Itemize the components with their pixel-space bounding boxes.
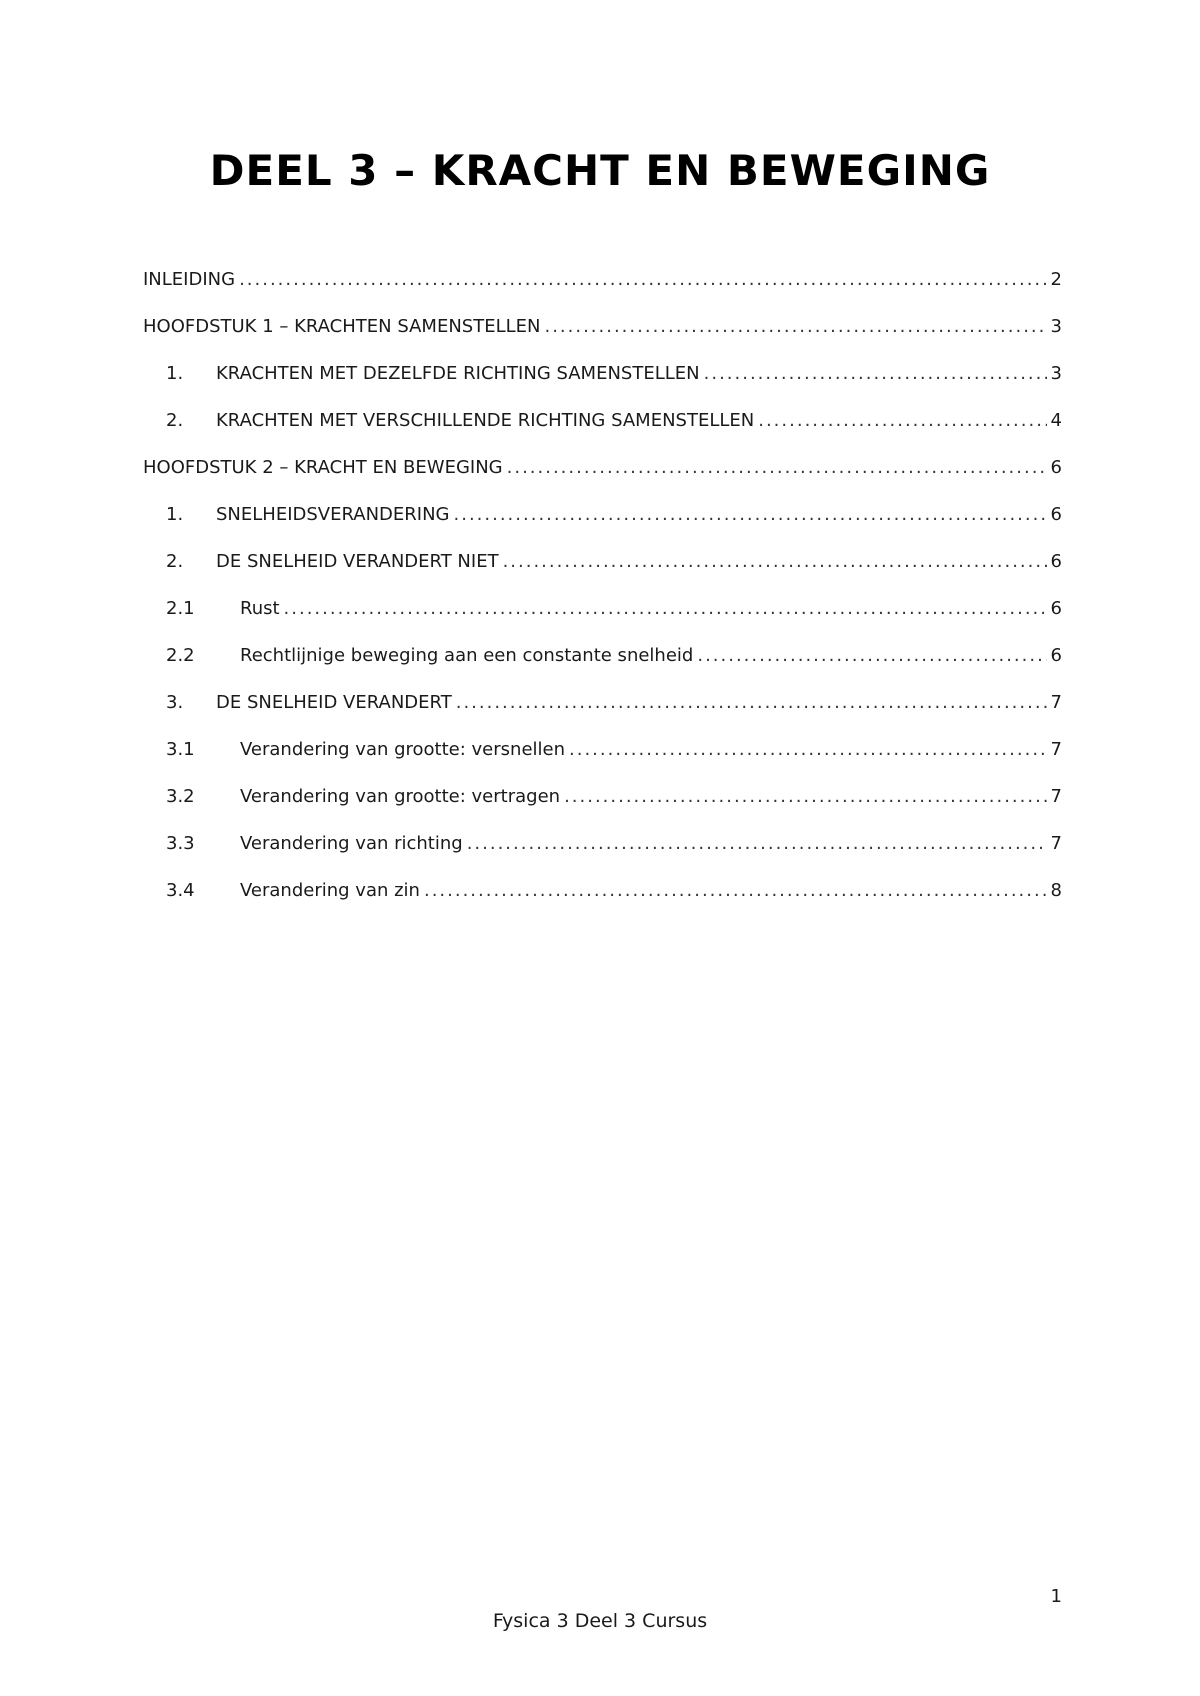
toc-entry-page: 7 — [1050, 739, 1062, 760]
toc-entry-page: 6 — [1050, 598, 1062, 619]
toc-entry-page: 6 — [1050, 551, 1062, 572]
page-title: DEEL 3 – KRACHT EN BEWEGING — [209, 146, 991, 195]
toc-leader-dots — [503, 551, 1047, 573]
toc-entry-number: 1. — [166, 363, 184, 384]
toc-entry[interactable] — [143, 620, 1062, 667]
toc-leader-dots — [704, 363, 1047, 385]
toc-leader-dots — [284, 598, 1047, 620]
toc-entry[interactable] — [143, 432, 1062, 479]
toc-entry-label: KRACHTEN MET VERSCHILLENDE RICHTING SAMENSTELLEN — [216, 410, 755, 431]
toc-leader-dots — [569, 739, 1047, 761]
toc-leader-dots — [467, 833, 1047, 855]
toc-leader-dots — [507, 457, 1047, 479]
toc-entry-number: 2.1 — [166, 598, 195, 619]
toc-entry-page: 6 — [1050, 504, 1062, 525]
toc-entry-page: 7 — [1050, 692, 1062, 713]
toc-entry-page: 6 — [1050, 457, 1062, 478]
toc-entry-page: 2 — [1050, 269, 1062, 290]
page-number: 1 — [1050, 1586, 1062, 1607]
toc-entry-number: 2.2 — [166, 645, 195, 666]
toc-entry-label: Verandering van grootte: vertragen — [240, 786, 561, 807]
toc-entry-label: HOOFDSTUK 1 – KRACHTEN SAMENSTELLEN — [143, 316, 541, 337]
toc-entry-label: SNELHEIDSVERANDERING — [216, 504, 450, 525]
toc-entry-label: Verandering van richting — [240, 833, 463, 854]
toc-entry-page: 7 — [1050, 833, 1062, 854]
toc-entry-label: Rechtlijnige beweging aan een constante snelheid — [240, 645, 694, 666]
toc-entry[interactable] — [143, 385, 1062, 432]
toc-entry-page: 3 — [1050, 316, 1062, 337]
toc-entry-number: 3.2 — [166, 786, 195, 807]
toc-entry-label: DE SNELHEID VERANDERT NIET — [216, 551, 499, 572]
toc-entry-label: Rust — [240, 598, 280, 619]
toc-entry-number: 3.3 — [166, 833, 195, 854]
toc-entry[interactable] — [143, 479, 1062, 526]
toc-entry-label: Verandering van grootte: versnellen — [240, 739, 566, 760]
toc-entry-page: 4 — [1050, 410, 1062, 431]
toc-entry-page: 7 — [1050, 786, 1062, 807]
toc-leader-dots — [758, 410, 1046, 432]
toc-leader-dots — [424, 880, 1047, 902]
toc-leader-dots — [239, 269, 1046, 291]
toc-leader-dots — [544, 316, 1046, 338]
toc-leader-dots — [454, 504, 1047, 526]
toc-entry-number: 3. — [166, 692, 184, 713]
toc-entry[interactable] — [143, 855, 1062, 902]
toc-entry-page: 3 — [1050, 363, 1062, 384]
toc-entry-page: 8 — [1050, 880, 1062, 901]
toc-entry[interactable] — [143, 761, 1062, 808]
toc-entry[interactable] — [143, 526, 1062, 573]
toc-entry-number: 3.4 — [166, 880, 195, 901]
table-of-contents — [143, 244, 1062, 902]
toc-entry-number: 3.1 — [166, 739, 195, 760]
toc-entry-page: 6 — [1050, 645, 1062, 666]
footer-text: Fysica 3 Deel 3 Cursus — [492, 1610, 708, 1632]
toc-entry[interactable] — [143, 338, 1062, 385]
toc-entry[interactable] — [143, 291, 1062, 338]
toc-entry-label: INLEIDING — [143, 269, 236, 290]
toc-entry-label: HOOFDSTUK 2 – KRACHT EN BEWEGING — [143, 457, 503, 478]
toc-leader-dots — [697, 645, 1046, 667]
toc-entry-label: KRACHTEN MET DEZELFDE RICHTING SAMENSTELLEN — [216, 363, 700, 384]
toc-leader-dots — [456, 692, 1047, 714]
toc-entry-label: DE SNELHEID VERANDERT — [216, 692, 452, 713]
toc-entry[interactable] — [143, 244, 1062, 291]
toc-leader-dots — [564, 786, 1046, 808]
toc-entry[interactable] — [143, 667, 1062, 714]
toc-entry-number: 1. — [166, 504, 184, 525]
toc-entry[interactable] — [143, 808, 1062, 855]
toc-entry[interactable] — [143, 573, 1062, 620]
toc-entry[interactable] — [143, 714, 1062, 761]
toc-entry-label: Verandering van zin — [240, 880, 420, 901]
toc-entry-number: 2. — [166, 551, 184, 572]
toc-entry-number: 2. — [166, 410, 184, 431]
